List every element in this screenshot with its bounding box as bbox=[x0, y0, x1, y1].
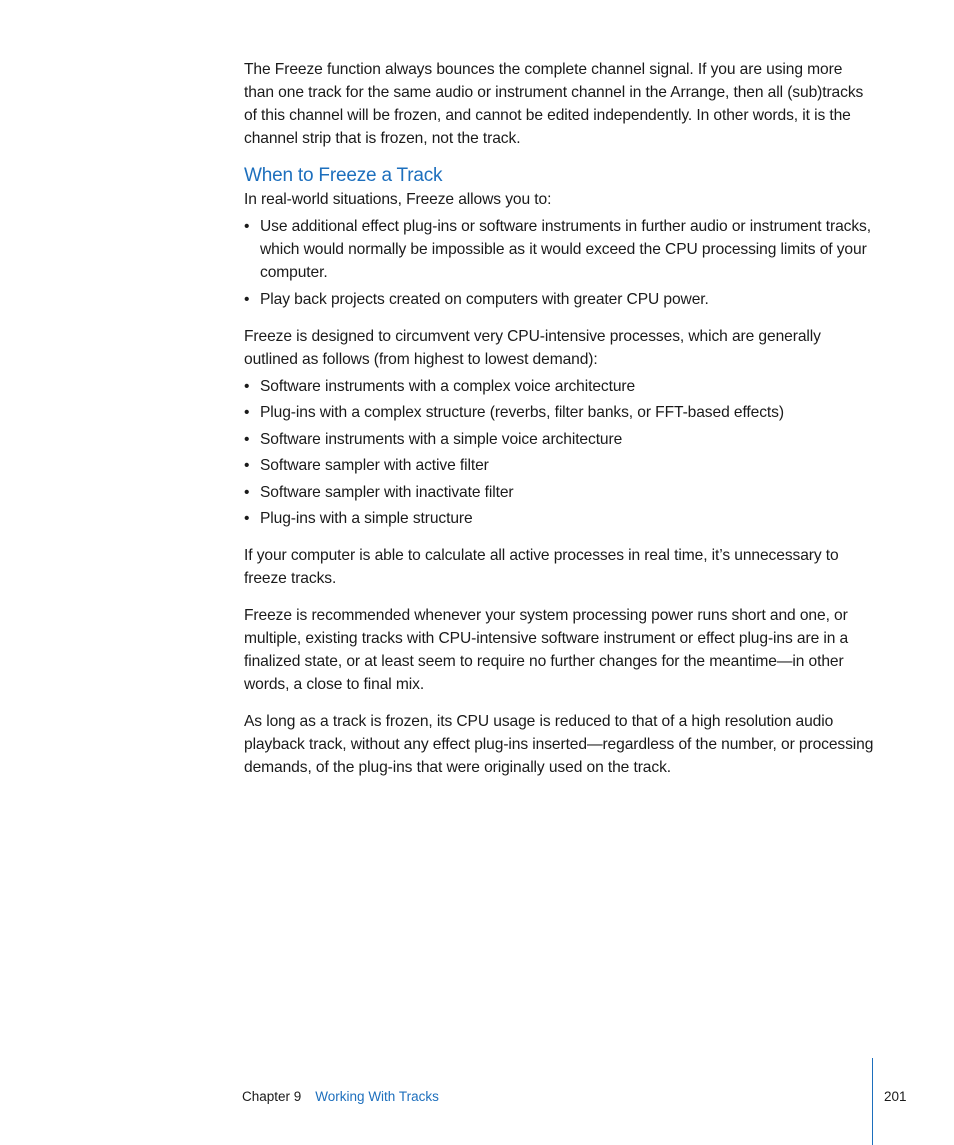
list-item: • Software instruments with a complex voice architecture bbox=[244, 375, 876, 398]
list-item: • Play back projects created on computers with greater CPU power. bbox=[244, 288, 876, 311]
list-item: • Plug-ins with a complex structure (reverbs, filter banks, or FFT-based effects) bbox=[244, 401, 876, 424]
page-body bbox=[244, 58, 876, 793]
list-item: • Plug-ins with a simple structure bbox=[244, 507, 876, 530]
list-item: • Software sampler with inactivate filter bbox=[244, 481, 876, 504]
chapter-title-link[interactable]: Working With Tracks bbox=[315, 1089, 439, 1104]
page-number: 201 bbox=[884, 1089, 907, 1104]
list-item: • Software instruments with a simple voice architecture bbox=[244, 428, 876, 451]
footer-divider bbox=[872, 1058, 873, 1145]
freeze-benefits-list bbox=[244, 215, 876, 311]
list-item: • Use additional effect plug-ins or software instruments in further audio or instrument tracks, which would normally be impossible as it would exceed the CPU processing limits of your computer. bbox=[244, 215, 876, 284]
cpu-usage-paragraph: As long as a track is frozen, its CPU usage is reduced to that of a high resolution audio playback track, without any effect plug-ins inserted—regardless of the number, or processing demands, of the plug-ins that were originally used on the track. bbox=[244, 713, 874, 776]
chapter-label: Chapter 9 bbox=[242, 1089, 302, 1104]
realtime-paragraph: If your computer is able to calculate all active processes in real time, it’s unnecessary to freeze tracks. bbox=[244, 547, 839, 587]
list-item: • Software sampler with active filter bbox=[244, 454, 876, 477]
cpu-demand-list bbox=[244, 375, 876, 531]
freeze-allows-paragraph: In real-world situations, Freeze allows you to: bbox=[244, 191, 552, 208]
recommendation-paragraph: Freeze is recommended whenever your system processing power runs short and one, or multiple, existing tracks with CPU-intensive software instrument or effect plug-ins are in a finalized state, or at least seem to require no further changes for the meantime—in other words, a close to final mix. bbox=[244, 607, 849, 693]
intro-paragraph: The Freeze function always bounces the complete channel signal. If you are using more than one track for the same audio or instrument channel in the Arrange, then all (sub)tracks of this channel will be frozen, and cannot be edited independently. In other words, it is the channel strip that is frozen, not the track. bbox=[244, 61, 864, 147]
section-heading: When to Freeze a Track bbox=[244, 165, 443, 186]
cpu-processes-paragraph: Freeze is designed to circumvent very CPU-intensive processes, which are generally outlined as follows (from highest to lowest demand): bbox=[244, 327, 821, 368]
footer-chapter bbox=[242, 1088, 439, 1106]
